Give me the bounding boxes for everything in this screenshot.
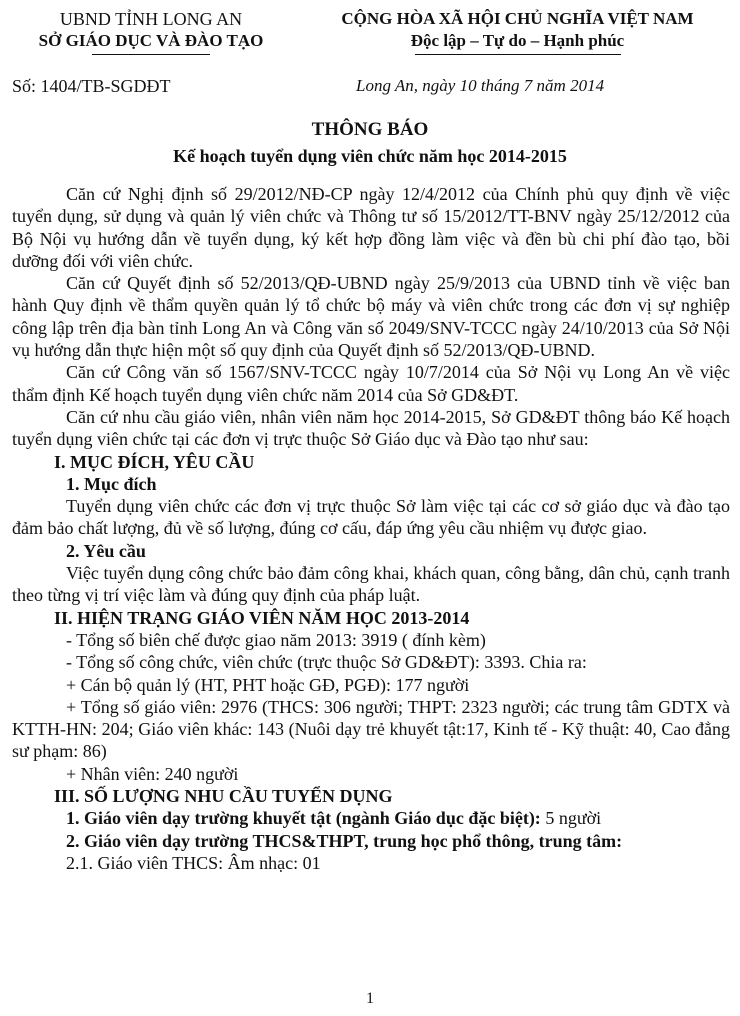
paragraph: Căn cứ Quyết định số 52/2013/QĐ-UBND ngày 25/9/2013 của UBND tỉnh về việc ban hành Quy định về thẩm quyền quản lý tổ chức bộ máy và viên chức trong các đơn vị sự nghiệp công lập trên địa bàn tỉnh Long An và Công văn số 2049/SNV-TCCC ngày 24/10/2013 của Sở Nội vụ hướng dẫn thực hiện một số quy định của Quyết định số 52/2013/QĐ-UBND. bbox=[12, 273, 730, 361]
section-heading: II. HIỆN TRẠNG GIÁO VIÊN NĂM HỌC 2013-2014 bbox=[54, 607, 470, 628]
country-name: CỘNG HÒA XÃ HỘI CHỦ NGHĨA VIỆT NAM bbox=[341, 9, 694, 28]
national-header bbox=[300, 8, 735, 52]
paragraph: Căn cứ nhu cầu giáo viên, nhân viên năm học 2014-2015, Sở GD&ĐT thông báo Kế hoạch tuyển dụng viên chức tại các đơn vị trực thuộc Sở Giáo dục và Đào tạo như sau: bbox=[12, 406, 730, 450]
paragraph: Tuyển dụng viên chức các đơn vị trực thuộc Sở làm việc tại các cơ sở giáo dục và đào tạo đảm bảo chất lượng, đủ về số lượng, đúng cơ cấu, đáp ứng yêu cầu nhiệm vụ được giao. bbox=[12, 496, 730, 539]
motto-underline bbox=[415, 54, 621, 55]
subsection-heading: 2. Yêu cầu bbox=[66, 540, 146, 561]
issuer-underline bbox=[92, 54, 210, 55]
document-title: THÔNG BÁO bbox=[311, 119, 429, 140]
page-number: 1 bbox=[366, 990, 374, 1007]
department-name: SỞ GIÁO DỤC VÀ ĐÀO TẠO bbox=[38, 31, 264, 50]
section-heading: I. MỤC ĐÍCH, YÊU CẦU bbox=[54, 451, 255, 472]
list-item: - Tổng số biên chế được giao năm 2013: 3919 ( đính kèm) bbox=[66, 629, 486, 650]
list-item: - Tổng số công chức, viên chức (trực thuộc Sở GD&ĐT): 3393. Chia ra: bbox=[66, 652, 587, 673]
subsection-heading: 1. Giáo viên dạy trường khuyết tật (ngành Giáo dục đặc biệt): bbox=[66, 808, 541, 829]
paragraph: Căn cứ Công văn số 1567/SNV-TCCC ngày 10/7/2014 của Sở Nội vụ Long An về việc thẩm định Kế hoạch tuyển dụng viên chức năm 2014 của Sở GD&ĐT. bbox=[12, 362, 730, 405]
national-motto: Độc lập – Tự do – Hạnh phúc bbox=[410, 31, 625, 50]
list-item: + Tổng số giáo viên: 2976 (THCS: 306 người; THPT: 2323 người; các trung tâm GDTX và KTTH-HN: 204; Giáo viên khác: 143 (Nuôi dạy trẻ khuyết tật:17, Kinh tế - Kỹ thuật: 40, Cao đẳng sư phạm: 86) bbox=[12, 696, 730, 762]
list-item: + Nhân viên: 240 người bbox=[66, 763, 239, 784]
document-number: Số: 1404/TB-SGDĐT bbox=[12, 76, 171, 96]
section-heading: III. SỐ LƯỢNG NHU CẦU TUYỂN DỤNG bbox=[54, 786, 393, 807]
agency-name: UBND TỈNH LONG AN bbox=[59, 9, 243, 29]
issuer-block bbox=[20, 8, 282, 52]
teacher-count: 5 người bbox=[545, 808, 602, 829]
list-item bbox=[12, 807, 730, 829]
document-subtitle: Kế hoạch tuyển dụng viên chức năm học 2014-2015 bbox=[173, 146, 567, 166]
place-date: Long An, ngày 10 tháng 7 năm 2014 bbox=[356, 76, 605, 95]
list-item: + Cán bộ quản lý (HT, PHT hoặc GĐ, PGĐ): 177 người bbox=[66, 674, 470, 695]
subsection-heading: 1. Mục đích bbox=[66, 473, 157, 494]
document-body bbox=[12, 183, 730, 874]
paragraph: Việc tuyển dụng công chức bảo đảm công khai, khách quan, công bằng, dân chủ, cạnh tranh theo từng vị trí việc làm và đúng quy định của pháp luật. bbox=[12, 563, 730, 606]
subsection-heading: 2. Giáo viên dạy trường THCS&THPT, trung học phổ thông, trung tâm: bbox=[66, 830, 623, 851]
list-item: 2.1. Giáo viên THCS: Âm nhạc: 01 bbox=[66, 852, 321, 873]
paragraph: Căn cứ Nghị định số 29/2012/NĐ-CP ngày 12/4/2012 của Chính phủ quy định về việc tuyển dụng, sử dụng và quản lý viên chức và Thông tư số 15/2012/TT-BNV ngày 25/12/2012 của Bộ Nội vụ hướng dẫn về tuyển dụng, ký kết hợp đồng làm việc và đền bù chi phí đào tạo, bồi dưỡng đối với viên chức. bbox=[12, 184, 730, 271]
